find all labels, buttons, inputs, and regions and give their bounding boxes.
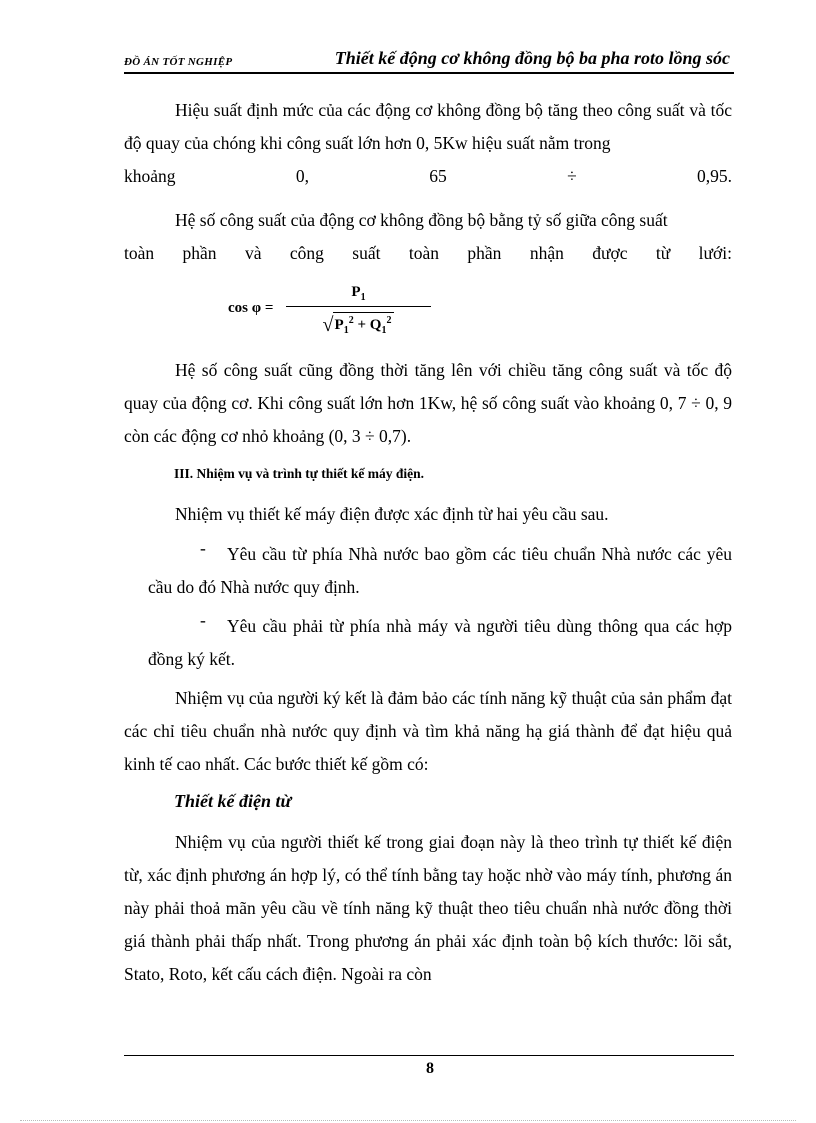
formula-numerator: $P_1$ [351, 284, 366, 303]
subheading-electromagnetic-design: Thiết kế điện từ [174, 791, 292, 811]
section-heading: III. Nhiệm vụ và trình tự thiết kế máy điện. [174, 466, 424, 481]
paragraph-efficiency-range: khoảng 0, 65 ÷ 0,95. [124, 166, 732, 186]
bullet-factory-requirement: Yêu cầu phải từ phía nhà máy và người tiêu dùng thông qua các hợp đồng ký kết. [148, 616, 732, 669]
paragraph-efficiency: Hiệu suất định mức của các động cơ không đồng bộ tăng theo công suất và tốc độ quay của chóng khi công suất lớn hơn 0, 5Kw hiệu suất nằm trong [124, 100, 732, 153]
header-thesis-title: Thiết kế động cơ không đồng bộ ba pha roto lồng sóc [334, 48, 730, 68]
page-header [124, 46, 734, 74]
formula-fraction [286, 284, 431, 344]
footer-rule [124, 1055, 734, 1056]
formula-denominator: $√P_1^2 + Q_1^2$ [286, 312, 431, 337]
page-number: 8 [426, 1060, 434, 1077]
fraction-bar [286, 306, 431, 307]
bullet-marker: - [200, 538, 206, 558]
formula-lhs: cos φ = [228, 300, 274, 316]
page-bottom-border [20, 1120, 796, 1121]
sqrt-icon: √ [322, 314, 334, 336]
bullet-marker: - [200, 610, 206, 630]
paragraph-contractor-task: Nhiệm vụ của người ký kết là đảm bảo các tính năng kỹ thuật của sản phẩm đạt các chỉ tiêu chuẩn nhà nước quy định và tìm khả năng hạ giá thành để đạt hiệu quả kinh tế cao nhất. Các bước thiết kế gồm có: [124, 688, 732, 774]
paragraph-power-factor: Hệ số công suất của động cơ không đồng bộ bằng tỷ số giữa công suất [175, 210, 668, 230]
header-thesis-label: ĐỒ ÁN TỐT NGHIỆP [124, 56, 233, 68]
paragraph-power-factor-cont: toàn phần và công suất toàn phần nhận được từ lưới: [124, 243, 732, 263]
paragraph-power-factor-trend: Hệ số công suất cũng đồng thời tăng lên với chiều tăng công suất và tốc độ quay của động cơ. Khi công suất lớn hơn 1Kw, hệ số công suất vào khoảng 0, 7 ÷ 0, 9 còn các động cơ nhỏ khoảng (0, 3 ÷ 0,7). [124, 360, 732, 446]
paragraph-designer-task: Nhiệm vụ của người thiết kế trong giai đoạn này là theo trình tự thiết kế điện từ, xác định phương án hợp lý, có thể tính bằng tay hoặc nhờ vào máy tính, phương án này phải thoả mãn yêu cầu về tính năng kỹ thuật theo tiêu chuẩn nhà nước đồng thời giá thành phải thấp nhất. Trong phương án phải xác định toàn bộ kích thước: lõi sắt, Stato, Roto, kết cấu cách điện. Ngoài ra còn [124, 832, 732, 984]
paragraph-design-task: Nhiệm vụ thiết kế máy điện được xác định từ hai yêu cầu sau. [175, 504, 609, 524]
bullet-state-requirement: Yêu cầu từ phía Nhà nước bao gồm các tiêu chuẩn Nhà nước các yêu cầu do đó Nhà nước quy định. [148, 544, 732, 597]
